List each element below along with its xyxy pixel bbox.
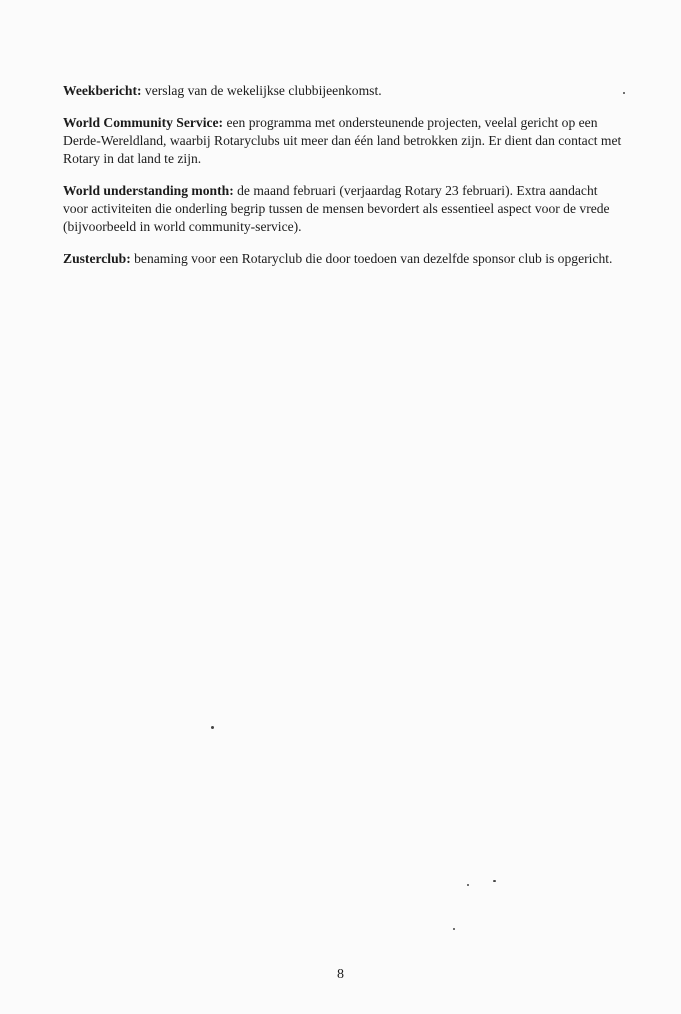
glossary-definition: benaming voor een Rotaryclub die door toedoen van dezelfde sponsor club is opgericht.: [130, 251, 613, 266]
glossary-term: Weekbericht:: [63, 83, 142, 98]
glossary-definition: verslag van de wekelijkse clubbijeenkomst.: [141, 83, 382, 98]
page-number: 8: [337, 967, 344, 982]
glossary-term: Zusterclub:: [63, 251, 131, 266]
scan-speck: [211, 726, 214, 729]
glossary-content: [63, 82, 623, 282]
scan-speck: [467, 884, 469, 886]
glossary-term: World understanding month:: [63, 183, 234, 198]
glossary-entry-world-community-service: [63, 114, 623, 168]
glossary-entry-zusterclub: [63, 250, 623, 268]
glossary-entry-weekbericht: [63, 82, 623, 100]
scan-speck: [453, 928, 455, 930]
glossary-entry-world-understanding-month: [63, 182, 623, 236]
glossary-definition: een programma met ondersteunende projecten, veelal gericht op een Derde-Wereldland, waarbij Rotaryclubs uit meer dan één land betrokken zijn. Er dient dan contact met Rotary in dat land te zijn.: [63, 115, 622, 166]
glossary-definition: de maand februari (verjaardag Rotary 23 februari). Extra aandacht voor activiteiten die onderling begrip tussen de mensen bevordert als essentieel aspect voor de vrede (bijvoorbeeld in world community-service).: [63, 183, 610, 234]
glossary-term: World Community Service:: [63, 115, 224, 130]
scan-speck: [493, 880, 496, 882]
scan-speck: [623, 92, 625, 94]
